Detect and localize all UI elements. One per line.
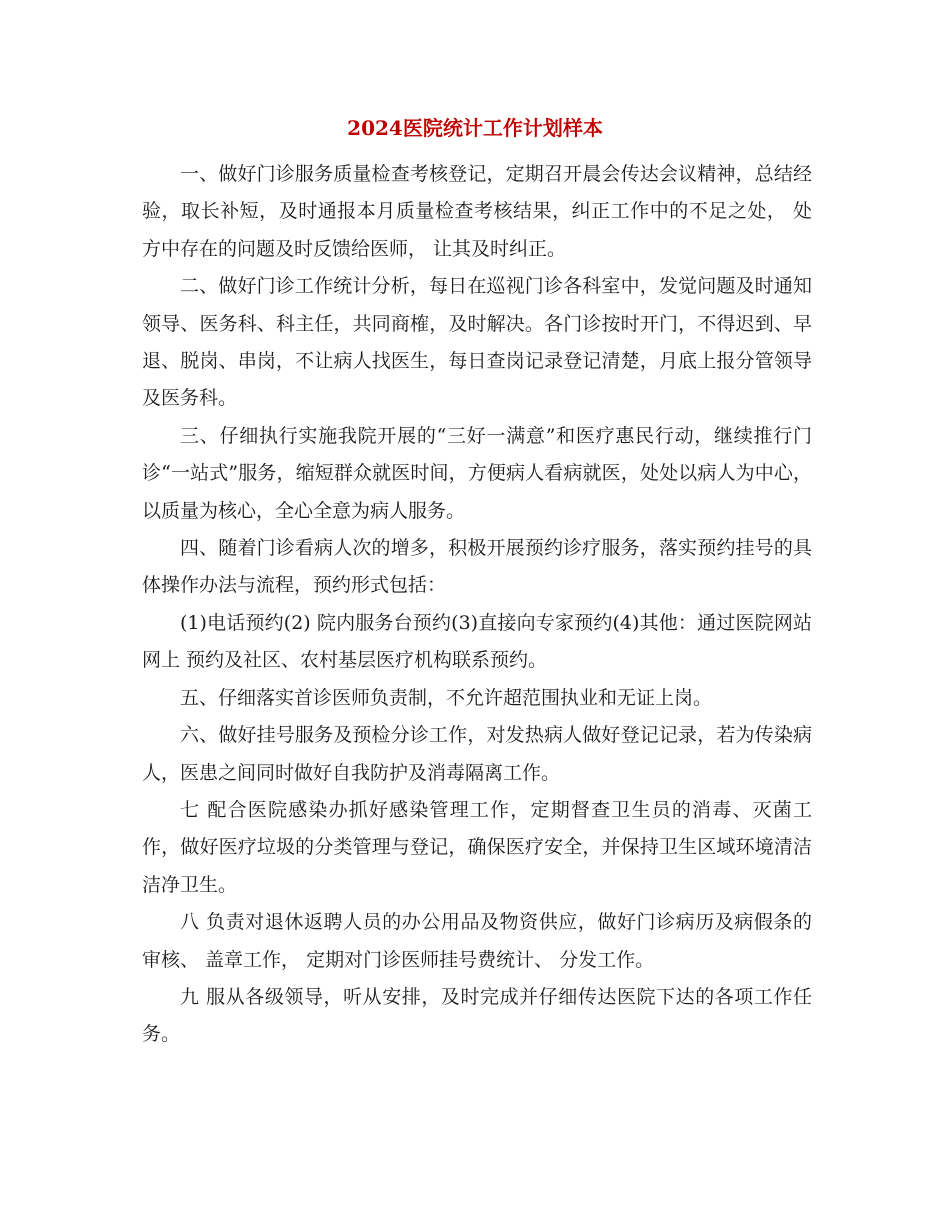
paragraph-5: (1)电话预约(2) 院内服务台预约(3)直接向专家预约(4)其他：通过医院网站网上 预约及社区、农村基层医疗机构联系预约。 [142, 611, 812, 672]
paragraph-7: 六、做好挂号服务及预检分诊工作，对发热病人做好登记记录，若为传染病人，医患之间同时做好自我防护及消毒隔离工作。 [142, 724, 812, 784]
paragraph-9: 八 负责对退休返聘人员的办公用品及物资供应，做好门诊病历及病假条的审核、 盖章工作， 定期对门诊医师挂号费统计、 分发工作。 [142, 911, 812, 971]
document-title: 2024医院统计工作计划样本 [347, 116, 603, 140]
paragraph-4: 四、随着门诊看病人次的增多，积极开展预约诊疗服务，落实预约挂号的具体操作办法与流程，预约形式包括： [142, 537, 812, 597]
paragraph-3: 三、仔细执行实施我院开展的“三好一满意”和医疗惠民行动，继续推行门诊“一站式”服务，缩短群众就医时间，方便病人看病就医，处处以病人为中心，以质量为核心，全心全意为病人服务。 [142, 424, 812, 522]
paragraph-10: 九 服从各级领导，听从安排，及时完成并仔细传达医院下达的各项工作任务。 [142, 985, 812, 1046]
paragraph-1: 一、做好门诊服务质量检查考核登记，定期召开晨会传达会议精神，总结经验，取长补短，及时通报本月质量检查考核结果，纠正工作中的不足之处， 处方中存在的问题及时反馈给医师， 让其及时纠正。 [142, 163, 812, 260]
paragraph-6: 五、仔细落实首诊医师负责制，不允许超范围执业和无证上岗。 [180, 686, 713, 709]
paragraph-2: 二、做好门诊工作统计分析，每日在巡视门诊各科室中，发觉问题及时通知领导、医务科、科主任，共同商榷，及时解决。各门诊按时开门，不得迟到、早退、脱岗、串岗，不让病人找医生，每日查岗记录登记清楚，月底上报分管领导及医务科。 [142, 275, 812, 410]
document-body [142, 156, 812, 1054]
paragraph-8: 七 配合医院感染办抓好感染管理工作，定期督查卫生员的消毒、灭菌工作，做好医疗垃圾的分类管理与登记，确保医疗安全，并保持卫生区域环境清洁洁净卫生。 [142, 798, 812, 896]
